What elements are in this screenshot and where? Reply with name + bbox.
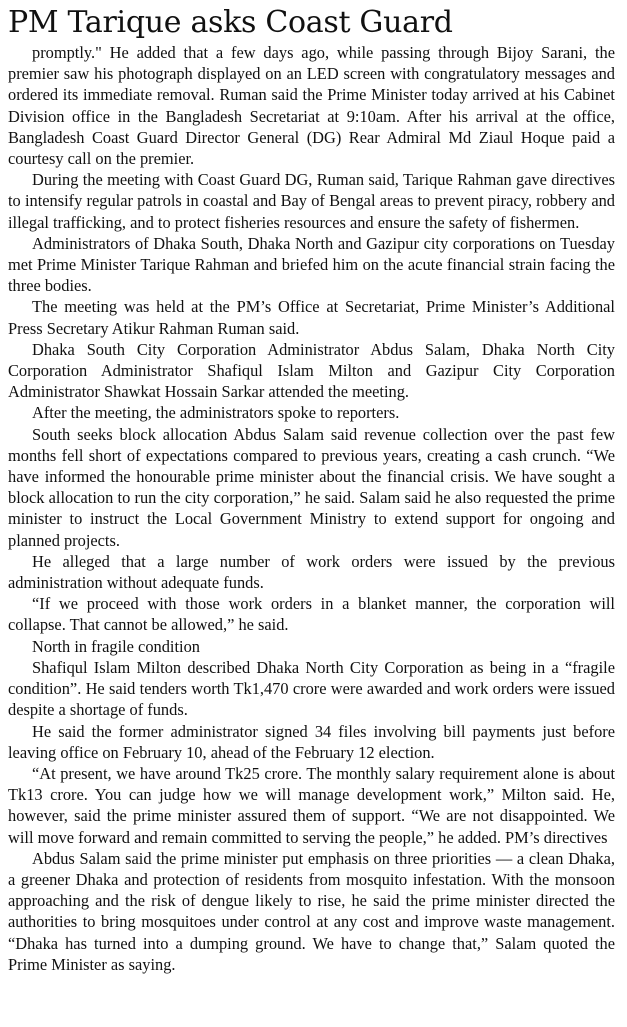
article-paragraph: During the meeting with Coast Guard DG, Ruman said, Tarique Rahman gave directives to intensify regular patrols in coastal and Bay of Bengal areas to prevent piracy, robbery and illegal trafficking, and to protect fisheries resources and ensure the safety of fishermen. <box>8 170 615 232</box>
article-paragraph: He said the former administrator signed 34 files involving bill payments just before leaving office on February 10, ahead of the February 12 election. <box>8 721 615 762</box>
article-paragraph: Dhaka South City Corporation Administrator Abdus Salam, Dhaka North City Corporation Administrator Shafiqul Islam Milton and Gazipur City Corporation Administrator Shawkat Hossain Sarkar attended the meeting. <box>8 339 615 402</box>
article-paragraph: South seeks block allocation Abdus Salam said revenue collection over the past few months fell short of expectations compared to previous years, creating a cash crunch. “We have informed the honourable prime minister about the financial crisis. We have sought a block allocation to run the city corporation,” he said. Salam said he also requested the prime minister to instruct the Local Government Ministry to extend support for ongoing and planned projects. <box>8 424 615 550</box>
article-paragraph: He alleged that a large number of work orders were issued by the previous administration without adequate funds. <box>8 551 615 593</box>
article-paragraph: The meeting was held at the PM’s Office at Secretariat, Prime Minister’s Additional Press Secretary Atikur Rahman Ruman said. <box>8 297 615 338</box>
article-paragraph: Administrators of Dhaka South, Dhaka North and Gazipur city corporations on Tuesday met Prime Minister Tarique Rahman and briefed him on the acute financial strain facing the three bodies. <box>8 233 615 296</box>
headline: PM Tarique asks Coast Guard <box>8 5 453 40</box>
article-paragraph: “At present, we have around Tk25 crore. The monthly salary requirement alone is about Tk13 crore. You can judge how we will manage development work,” Milton said. He, however, said the prime minister assured them of support. “We are not disappointed. We will move forward and remain committed to serving the people,” he added. PM’s directives <box>8 763 615 847</box>
article-paragraph: After the meeting, the administrators spoke to reporters. <box>32 403 400 423</box>
article-paragraph: Shafiqul Islam Milton described Dhaka North City Corporation as being in a “fragile condition”. He said tenders worth Tk1,470 crore were awarded and work orders were issued despite a shortage of funds. <box>8 657 615 720</box>
subheading: North in fragile condition <box>32 636 200 656</box>
article-body <box>8 42 615 975</box>
article-paragraph: Abdus Salam said the prime minister put emphasis on three priorities — a clean Dhaka, a greener Dhaka and protection of residents from mosquito infestation. With the monsoon approaching and the risk of dengue likely to rise, he said the prime minister directed the authorities to bring mosquitoes under control at any cost and improve waste management. “Dhaka has turned into a dumping ground. We have to change that,” Salam quoted the Prime Minister as saying. <box>8 848 615 974</box>
article-paragraph: promptly." He added that a few days ago, while passing through Bijoy Sarani, the premier saw his photograph displayed on an LED screen with congratulatory messages and ordered its immediate removal. Ruman said the Prime Minister today arrived at his Cabinet Division office in the Bangladesh Secretariat at 9:10am. After his arrival at the office, Bangladesh Coast Guard Director General (DG) Rear Admiral Md Ziaul Hoque paid a courtesy call on the premier. <box>8 43 615 169</box>
article-paragraph: “If we proceed with those work orders in a blanket manner, the corporation will collapse. That cannot be allowed,” he said. <box>8 594 615 635</box>
